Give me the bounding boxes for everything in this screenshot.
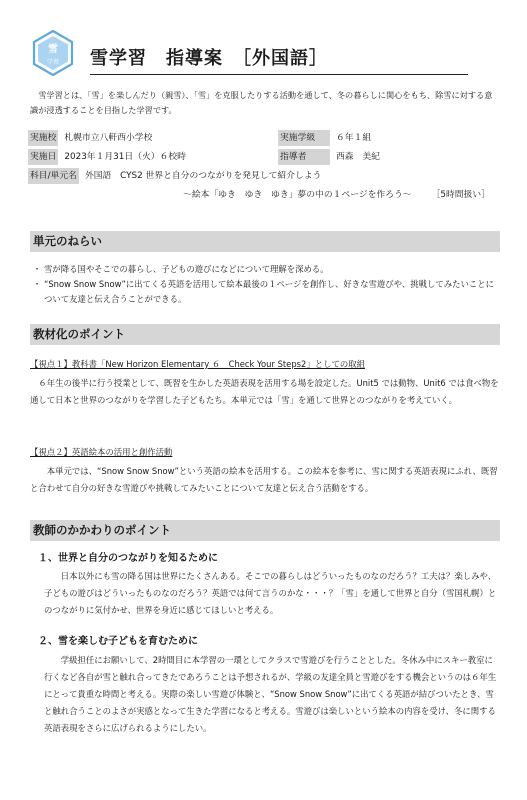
grade-label: 実施学級 [278,130,330,146]
point-2-body: 学級担任にお願いして、2時間目に本学習の一環としてクラスで雪遊びを行うこととした。冬休み中にスキー教室に行くなど各自が雪と触れ合ってきたであろうことは予想されるが、学級の友達全員と雪遊びをする機会というのは６年生にとって貴重な時間と考える。実際の楽しい雪遊び体験と、“Snow Snow Snow”に出てくる英語が結びついたとき、雪と触れ合うことのよさが実感となって生きた学習になると考える。雪遊びは楽しいという絵本の内容を受け、冬に関する英語表現をさらに広げられるようにしたい。 [44,655,497,733]
point-1-body: 日本以外にも雪の降る国は世界にたくさんある。そこでの暮らしはどういったものなのだろう？工夫は？楽しみや、子どもの遊びはどういったものなのだろう？英語では何て言うのかな・・・？「雪」を通して世界と自分（雪国札幌）とのつながりに気付かせ、世界を身近に感じてほしいと考える。 [44,571,497,615]
point-2-heading: ２、雪を楽しむ子どもを育むために [38,636,198,647]
section-teacher-header: 教師のかかわりのポイント [30,520,500,541]
viewpoint-1-heading: 【視点１】教科書「New Horizon Elementary ６ Check Your Steps2」としての取組 [30,359,365,369]
point-1-heading: １、世界と自分のつながりを知るために [38,553,218,564]
subject-label: 科目/単元名 [28,168,79,184]
section-material-header: 教材化のポイント [30,324,500,345]
school-label: 実施校 [28,130,58,146]
viewpoint-2-heading: 【視点２】英語絵本の活用と創作活動 [30,447,173,457]
viewpoint-1-body: ６年生の後半に行う授業として、既習を生かした英語表現を活用する場を設定した。Unit5 では動物、Unit6 では食べ物を通して日本と世界のつながりを学習した子どもたち。本単元では「雪」を通して世界とのつながりを考えていく。 [30,378,499,405]
snow-learning-logo [30,30,76,76]
date-label: 実施日 [28,149,58,165]
info-grade [278,130,377,146]
date-value: 2023年１月31日（火）６校時 [64,152,186,162]
aim-list [30,262,500,307]
info-subject [28,168,327,184]
page-title: 雪学習 指導案 ［外国語］ [90,48,328,69]
unit-subtitle: ～絵本「ゆき ゆき ゆき」夢の中の１ページを作ろう～ [183,190,412,200]
grade-value: ６年１組 [336,133,372,143]
teacher-value: 西森 美紀 [336,152,380,162]
info-teacher [278,149,386,165]
title-underline [90,74,468,75]
info-school [28,130,158,146]
svg-text:学習: 学習 [46,59,60,66]
info-date [28,149,192,165]
viewpoint-2-body: 本単元では、“Snow Snow Snow”という英語の絵本を活用する。この絵本を参考に、雪に関する英語表現にふれ、既習と合わせて自分の好きな雪遊びや挑戦してみたいことについて友達と伝え合う活動をする。 [30,466,498,493]
intro-text: 雪学習とは、「雪」を楽しんだり（親雪）、「雪」を克服したりする活動を通して、冬の暮らしに関心をもち、除雪に対する意識が浸透することを目指した学習です。 [30,90,493,115]
teacher-label: 指導者 [278,149,330,165]
unit-hours: ［5時間扱い］ [431,190,490,200]
section-aim-header: 単元のねらい [30,231,500,252]
svg-text:雪: 雪 [48,44,58,55]
list-item: ・ “Snow Snow Snow”に出てくる英語を活用して絵本最後の１ページを創作し、好きな雪遊びや、挑戦してみたいことについて友達と伝え合うことができる。 [32,279,494,304]
unit-subtitle-line [0,187,490,200]
subject-value: 外国語 CYS2 世界と自分のつながりを発見して紹介しよう [84,171,322,181]
school-value: 札幌市立八軒西小学校 [64,133,153,143]
list-item: ・ 雪が降る国やそこでの暮らし、子どもの遊びになどについて理解を深める。 [32,264,329,274]
